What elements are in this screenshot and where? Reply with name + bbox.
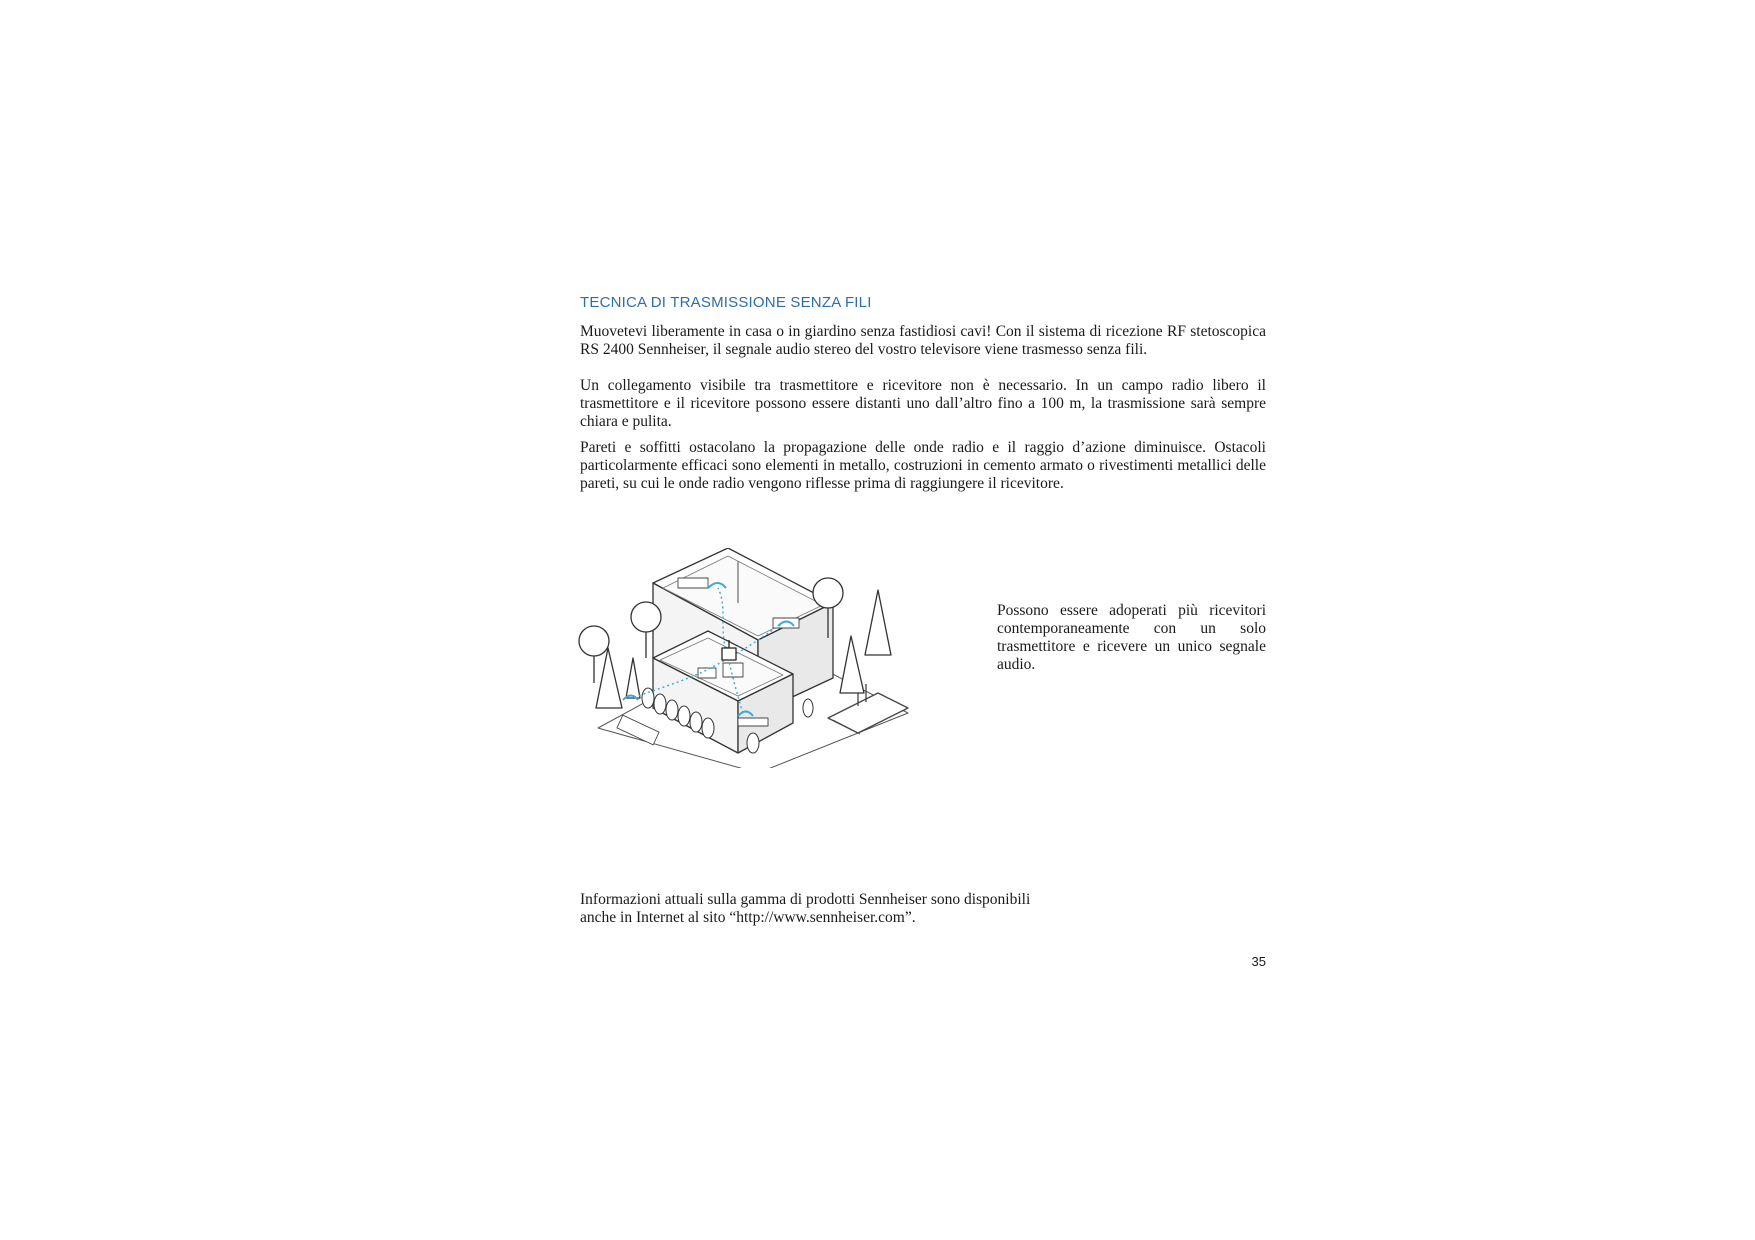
- house-transmission-illustration: [578, 548, 928, 768]
- website-info: Informazioni attuali sulla gamma di prodotti Sennheiser sono disponibili anche in Internet al sito “http://www.sennheiser.com”.: [580, 891, 1031, 926]
- page-number: 35: [1251, 954, 1266, 969]
- obstacles-paragraph: Pareti e soffitti ostacolano la propagazione delle onde radio e il raggio d’azione diminuisce. Ostacoli particolarmente efficaci sono elementi in metallo, costruzioni in cemento armato o rivestimenti metallici delle pareti, su cui le onde radio vengono riflesse prima di raggiungere il ricevitore.: [580, 439, 1266, 492]
- range-paragraph: Un collegamento visibile tra trasmettitore e ricevitore non è necessario. In un campo radio libero il trasmettitore e il ricevitore possono essere distanti uno dall’altro fino a 100 m, la trasmissione sarà sempre chiara e pulita.: [580, 377, 1266, 430]
- intro-paragraph: Muovetevi liberamente in casa o in giardino senza fastidiosi cavi! Con il sistema di ricezione RF stetoscopica RS 2400 Sennheiser, il segnale audio stereo del vostro televisore viene trasmesso senza fili.: [580, 323, 1266, 358]
- illustration-caption: Possono essere adoperati più ricevitori contemporaneamente con un solo trasmettitore e ricevere un unico segnale audio.: [997, 602, 1266, 673]
- section-heading: TECNICA DI TRASMISSIONE SENZA FILI: [580, 294, 872, 311]
